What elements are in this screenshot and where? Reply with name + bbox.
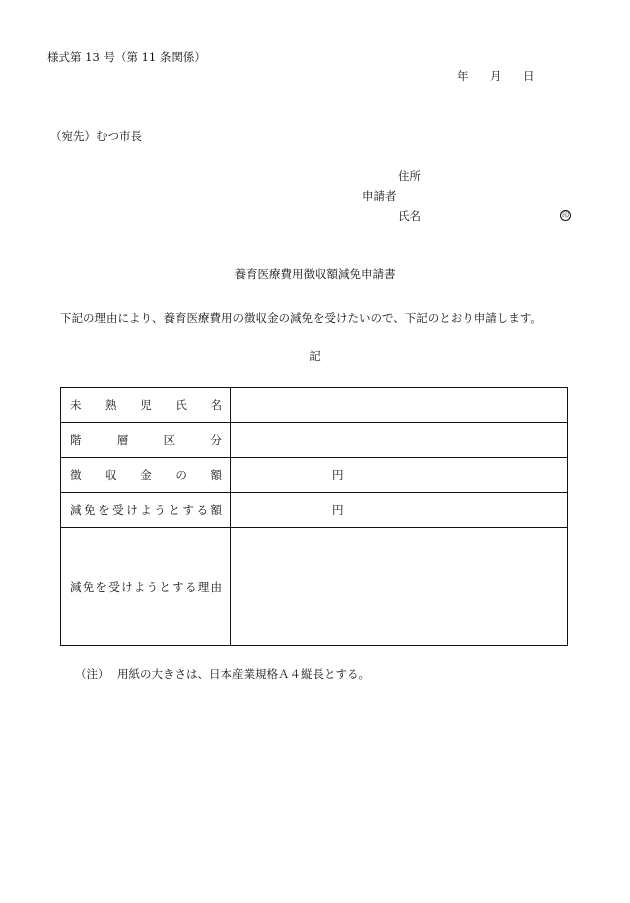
- table-row: [61, 423, 568, 458]
- date-month: 月: [490, 69, 502, 83]
- collection-amount-field[interactable]: [231, 458, 568, 493]
- name-label: 氏名: [398, 209, 421, 223]
- yen-unit: 円: [332, 468, 344, 482]
- infant-name-field[interactable]: [231, 388, 568, 423]
- table-row: [61, 493, 568, 528]
- date-year: 年: [457, 69, 469, 83]
- row-label-collection-amount: 徴収金の額: [61, 458, 231, 493]
- row-label-reduction-reason: 減免を受けようとする理由: [61, 528, 231, 646]
- row-label-infant-name: 未熟児氏名: [61, 388, 231, 423]
- date-day: 日: [523, 69, 535, 83]
- seal-icon: 印: [562, 211, 569, 219]
- table-row: [61, 458, 568, 493]
- application-table: [60, 387, 568, 646]
- note-text: 用紙の大きさは、日本産業規格Ａ４縦長とする。: [117, 667, 370, 681]
- reduction-amount-field[interactable]: [231, 493, 568, 528]
- reduction-reason-field[interactable]: [231, 528, 568, 646]
- yen-unit: 円: [332, 503, 344, 517]
- table-row: [61, 528, 568, 646]
- intro-text: 下記の理由により、養育医療費用の徴収金の減免を受けたいので、下記のとおり申請します。: [60, 311, 542, 325]
- addressee: （宛先）むつ市長: [50, 129, 142, 143]
- table-row: [61, 388, 568, 423]
- note-prefix: （注）: [75, 667, 110, 681]
- tier-field[interactable]: [231, 423, 568, 458]
- applicant-label: 申請者: [362, 189, 397, 203]
- form-number: 様式第 13 号（第 11 条関係）: [47, 50, 206, 64]
- document-title: 養育医療費用徴収額減免申請書: [234, 267, 396, 281]
- ki-heading: 記: [309, 349, 321, 363]
- address-label: 住所: [398, 169, 421, 183]
- row-label-reduction-amount: 減免を受けようとする額: [61, 493, 231, 528]
- row-label-tier: 階層区分: [61, 423, 231, 458]
- date-line: [457, 71, 535, 83]
